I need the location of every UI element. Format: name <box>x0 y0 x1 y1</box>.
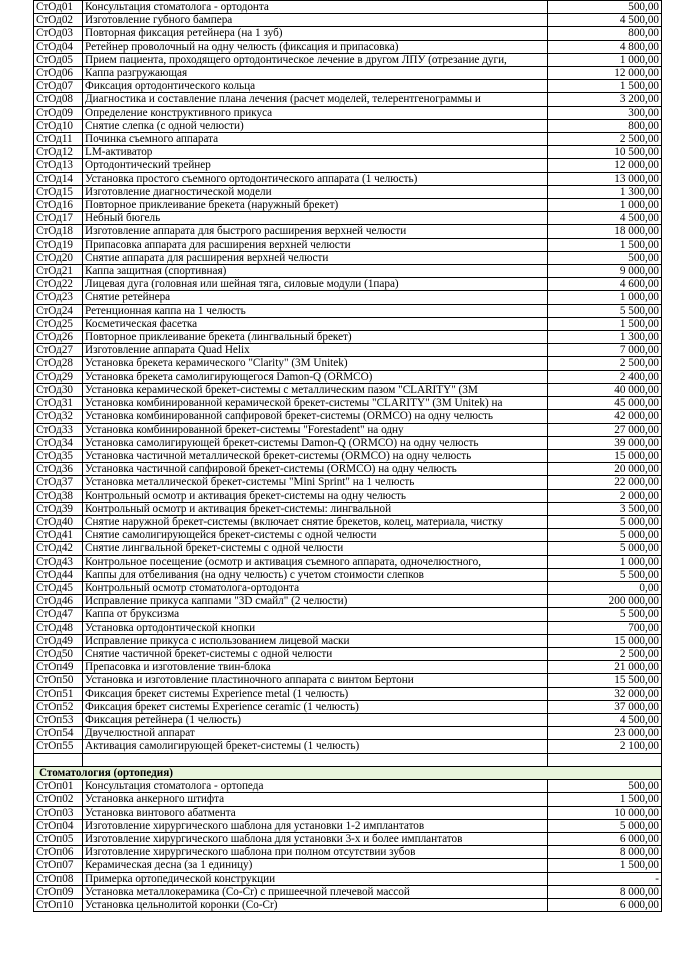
blank-cell <box>548 753 662 766</box>
table-row <box>34 185 662 198</box>
service-price: 13 000,00 <box>548 172 662 185</box>
table-row <box>34 1 662 14</box>
table-row <box>34 53 662 66</box>
service-price: 15 500,00 <box>548 674 662 687</box>
service-price: 1 000,00 <box>548 199 662 212</box>
service-code: СтОд21 <box>34 265 83 278</box>
service-name: Установка комбинированной сапфировой брекет-системы (ORMCO) на одну челюсть <box>83 410 548 423</box>
service-price: 5 500,00 <box>548 608 662 621</box>
table-row <box>34 159 662 172</box>
service-name: Определение конструктивного прикуса <box>83 106 548 119</box>
table-row <box>34 146 662 159</box>
service-price: 0,00 <box>548 581 662 594</box>
service-price: 10 500,00 <box>548 146 662 159</box>
service-name: Каппа защитная (спортивная) <box>83 265 548 278</box>
table-row <box>34 529 662 542</box>
service-name: Активация самолигирующей брекет-системы (1 челюсть) <box>83 740 548 753</box>
service-code: СтОд45 <box>34 581 83 594</box>
service-price: 500,00 <box>548 780 662 793</box>
table-row <box>34 476 662 489</box>
service-code: СтОд47 <box>34 608 83 621</box>
service-code: СтОд15 <box>34 185 83 198</box>
service-name: LM-активатор <box>83 146 548 159</box>
service-name: Контрольное посещение (осмотр и активация съемного аппарата, одночелюстного, <box>83 555 548 568</box>
service-code: СтОд13 <box>34 159 83 172</box>
service-code: СтОд41 <box>34 529 83 542</box>
service-name: Лицевая дуга (головная или шейная тяга, силовые модули (1пара) <box>83 278 548 291</box>
service-code: СтОд48 <box>34 621 83 634</box>
service-price: 8 000,00 <box>548 846 662 859</box>
service-name: Двучелюстной аппарат <box>83 727 548 740</box>
service-price: 1 000,00 <box>548 291 662 304</box>
service-price: 1 500,00 <box>548 793 662 806</box>
service-price: 5 500,00 <box>548 304 662 317</box>
service-name: Снятие лингвальной брекет-системы с одной челюсти <box>83 542 548 555</box>
service-code: СтОд19 <box>34 238 83 251</box>
table-row <box>34 740 662 753</box>
table-row <box>34 212 662 225</box>
service-name: Ретенционная каппа на 1 челюсть <box>83 304 548 317</box>
service-price: 3 200,00 <box>548 93 662 106</box>
table-row <box>34 133 662 146</box>
service-code: СтОд02 <box>34 14 83 27</box>
service-code: СтОд37 <box>34 476 83 489</box>
table-row <box>34 674 662 687</box>
table-row <box>34 608 662 621</box>
price-table-body <box>34 1 662 912</box>
service-code: СтОп01 <box>34 780 83 793</box>
service-name: Установка анкерного штифта <box>83 793 548 806</box>
table-row <box>34 278 662 291</box>
service-price: 10 000,00 <box>548 806 662 819</box>
service-code: СтОд46 <box>34 595 83 608</box>
service-price: 5 000,00 <box>548 819 662 832</box>
service-code: СтОд44 <box>34 568 83 581</box>
service-name: Диагностика и составление плана лечения (расчет моделей, телерентгенограммы и <box>83 93 548 106</box>
blank-cell <box>83 753 548 766</box>
service-code: СтОд49 <box>34 634 83 647</box>
table-row <box>34 568 662 581</box>
service-name: Установка частичной металлической брекет-системы (ORMCO) на одну челюсть <box>83 449 548 462</box>
service-name: Фиксация ретейнера (1 челюсть) <box>83 713 548 726</box>
service-price: 5 500,00 <box>548 568 662 581</box>
table-row <box>34 899 662 912</box>
service-code: СтОп08 <box>34 872 83 885</box>
service-price: - <box>548 872 662 885</box>
service-code: СтОп52 <box>34 700 83 713</box>
service-price: 6 000,00 <box>548 899 662 912</box>
service-price: 27 000,00 <box>548 423 662 436</box>
service-code: СтОд25 <box>34 317 83 330</box>
service-code: СтОд06 <box>34 67 83 80</box>
service-code: СтОп07 <box>34 859 83 872</box>
service-code: СтОд12 <box>34 146 83 159</box>
table-row <box>34 700 662 713</box>
service-code: СтОд10 <box>34 119 83 132</box>
table-row <box>34 304 662 317</box>
service-code: СтОд26 <box>34 331 83 344</box>
service-code: СтОд40 <box>34 515 83 528</box>
service-price: 12 000,00 <box>548 159 662 172</box>
service-price: 4 500,00 <box>548 212 662 225</box>
service-price: 800,00 <box>548 119 662 132</box>
service-price: 12 000,00 <box>548 67 662 80</box>
price-list-sheet <box>33 0 659 912</box>
service-name: Снятие частичной брекет-системы с одной челюсти <box>83 647 548 660</box>
service-code: СтОд30 <box>34 383 83 396</box>
table-row <box>34 872 662 885</box>
service-code: СтОп09 <box>34 885 83 898</box>
service-code: СтОд09 <box>34 106 83 119</box>
service-name: Установка простого съемного ортодонтического аппарата (1 челюсть) <box>83 172 548 185</box>
service-name: Установка комбинированной керамической брекет-системы "CLARITY" (3M Unitek) на <box>83 397 548 410</box>
service-price: 2 000,00 <box>548 489 662 502</box>
table-row <box>34 14 662 27</box>
table-row <box>34 885 662 898</box>
service-name: Установка керамической брекет-системы с металлическим пазом "CLARITY" (3M <box>83 383 548 396</box>
service-price: 1 300,00 <box>548 185 662 198</box>
service-price: 4 500,00 <box>548 713 662 726</box>
service-name: Установка винтового абатмента <box>83 806 548 819</box>
service-name: Ретейнер проволочный на одну челюсть (фиксация и припасовка) <box>83 40 548 53</box>
table-row <box>34 383 662 396</box>
table-row <box>34 542 662 555</box>
service-name: Установка брекета самолигирующегося Damon-Q (ORMCO) <box>83 370 548 383</box>
table-row <box>34 410 662 423</box>
service-name: Препасовка и изготовление твин-блока <box>83 661 548 674</box>
service-price: 32 000,00 <box>548 687 662 700</box>
service-code: СтОп55 <box>34 740 83 753</box>
service-code: СтОп10 <box>34 899 83 912</box>
service-code: СтОд42 <box>34 542 83 555</box>
service-name: Фиксация брекет системы Experience ceramic (1 челюсть) <box>83 700 548 713</box>
service-price: 1 500,00 <box>548 238 662 251</box>
service-code: СтОд05 <box>34 53 83 66</box>
service-name: Установка и изготовление пластиночного аппарата с винтом Бертони <box>83 674 548 687</box>
table-row <box>34 67 662 80</box>
service-name: Установка ортодонтической кнопки <box>83 621 548 634</box>
table-row <box>34 80 662 93</box>
service-name: Снятие наружной брекет-системы (включает снятие брекетов, колец, материала, чистку <box>83 515 548 528</box>
service-code: СтОд20 <box>34 251 83 264</box>
service-name: Повторное приклеивание брекета (лингвальный брекет) <box>83 331 548 344</box>
service-code: СтОд39 <box>34 502 83 515</box>
service-name: Изготовление хирургического шаблона при полном отсутствии зубов <box>83 846 548 859</box>
service-price: 4 800,00 <box>548 40 662 53</box>
service-code: СтОд38 <box>34 489 83 502</box>
service-price: 39 000,00 <box>548 436 662 449</box>
table-row <box>34 819 662 832</box>
service-code: СтОд43 <box>34 555 83 568</box>
service-code: СтОд11 <box>34 133 83 146</box>
table-row <box>34 581 662 594</box>
table-row <box>34 555 662 568</box>
service-name: Установка брекета керамического "Clarity" (3M Unitek) <box>83 357 548 370</box>
service-code: СтОп02 <box>34 793 83 806</box>
service-code: СтОп51 <box>34 687 83 700</box>
table-row <box>34 634 662 647</box>
table-row <box>34 238 662 251</box>
service-code: СтОп04 <box>34 819 83 832</box>
service-price: 1 500,00 <box>548 317 662 330</box>
table-row <box>34 647 662 660</box>
service-price: 800,00 <box>548 27 662 40</box>
table-row <box>34 291 662 304</box>
service-code: СтОд24 <box>34 304 83 317</box>
service-code: СтОд36 <box>34 463 83 476</box>
service-name: Исправление прикуса каппами "3D смайл" (2 челюсти) <box>83 595 548 608</box>
service-name: Повторное приклеивание брекета (наружный брекет) <box>83 199 548 212</box>
service-code: СтОд29 <box>34 370 83 383</box>
service-name: Снятие аппарата для расширения верхней челюсти <box>83 251 548 264</box>
table-row <box>34 449 662 462</box>
table-row <box>34 793 662 806</box>
table-row <box>34 172 662 185</box>
service-price: 45 000,00 <box>548 397 662 410</box>
service-code: СтОп49 <box>34 661 83 674</box>
service-name: Каппы для отбеливания (на одну челюсть) с учетом стоимости слепков <box>83 568 548 581</box>
table-row <box>34 595 662 608</box>
service-name: Контрольный осмотр стоматолога-ортодонта <box>83 581 548 594</box>
table-row <box>34 106 662 119</box>
table-row <box>34 93 662 106</box>
service-name: Прием пациента, проходящего ортодонтическое лечение в другом ЛПУ (отрезание дуги, <box>83 53 548 66</box>
table-row <box>34 265 662 278</box>
table-row <box>34 515 662 528</box>
service-name: Изготовление аппарата для быстрого расширения верхней челюсти <box>83 225 548 238</box>
service-price: 1 500,00 <box>548 859 662 872</box>
service-price: 23 000,00 <box>548 727 662 740</box>
service-name: Фиксация ортодонтического кольца <box>83 80 548 93</box>
table-row <box>34 251 662 264</box>
service-code: СтОд23 <box>34 291 83 304</box>
service-price: 300,00 <box>548 106 662 119</box>
table-row <box>34 502 662 515</box>
service-code: СтОд08 <box>34 93 83 106</box>
service-name: Ортодонтический трейнер <box>83 159 548 172</box>
table-row <box>34 40 662 53</box>
table-row <box>34 344 662 357</box>
table-row <box>34 727 662 740</box>
section-header-row <box>34 766 662 779</box>
table-row <box>34 832 662 845</box>
table-row <box>34 225 662 238</box>
service-price: 1 000,00 <box>548 555 662 568</box>
service-name: Примерка ортопедической конструкции <box>83 872 548 885</box>
service-name: Консультация стоматолога - ортодонта <box>83 1 548 14</box>
service-price: 2 100,00 <box>548 740 662 753</box>
service-price: 500,00 <box>548 251 662 264</box>
service-code: СтОд01 <box>34 1 83 14</box>
table-row <box>34 846 662 859</box>
service-price: 8 000,00 <box>548 885 662 898</box>
service-code: СтОд33 <box>34 423 83 436</box>
service-name: Изготовление губного бампера <box>83 14 548 27</box>
service-code: СтОд22 <box>34 278 83 291</box>
service-name: Каппа от бруксизма <box>83 608 548 621</box>
service-code: СтОд32 <box>34 410 83 423</box>
service-name: Косметическая фасетка <box>83 317 548 330</box>
service-code: СтОд27 <box>34 344 83 357</box>
service-price: 4 500,00 <box>548 14 662 27</box>
service-name: Снятие слепка (с одной челюсти) <box>83 119 548 132</box>
service-name: Снятие ретейнера <box>83 291 548 304</box>
service-price: 2 500,00 <box>548 647 662 660</box>
service-price: 2 500,00 <box>548 133 662 146</box>
service-price: 6 000,00 <box>548 832 662 845</box>
service-code: СтОд07 <box>34 80 83 93</box>
service-price: 5 000,00 <box>548 529 662 542</box>
service-code: СтОд50 <box>34 647 83 660</box>
service-name: Установка металлокерамика (Co-Cr) с пришеечной плечевой массой <box>83 885 548 898</box>
service-code: СтОд31 <box>34 397 83 410</box>
service-price: 15 000,00 <box>548 449 662 462</box>
table-row <box>34 119 662 132</box>
service-price: 3 500,00 <box>548 502 662 515</box>
table-row <box>34 317 662 330</box>
service-name: Контрольный осмотр и активация брекет-системы: лингвальной <box>83 502 548 515</box>
service-price: 1 500,00 <box>548 80 662 93</box>
service-code: СтОп50 <box>34 674 83 687</box>
service-price: 37 000,00 <box>548 700 662 713</box>
service-name: Установка частичной сапфировой брекет-системы (ORMCO) на одну челюсть <box>83 463 548 476</box>
service-name: Каппа разгружающая <box>83 67 548 80</box>
service-price: 700,00 <box>548 621 662 634</box>
service-code: СтОд14 <box>34 172 83 185</box>
service-name: Припасовка аппарата для расширения верхней челюсти <box>83 238 548 251</box>
service-price: 5 000,00 <box>548 515 662 528</box>
service-name: Починка съемного аппарата <box>83 133 548 146</box>
table-row <box>34 806 662 819</box>
service-name: Установка самолигирующей брекет-системы Damon-Q (ORMCO) на одну челюсть <box>83 436 548 449</box>
service-name: Изготовление хирургического шаблона для установки 1-2 имплантатов <box>83 819 548 832</box>
service-price: 7 000,00 <box>548 344 662 357</box>
service-name: Изготовление диагностической модели <box>83 185 548 198</box>
section-title: Стоматология (ортопедия) <box>34 766 662 779</box>
service-code: СтОд18 <box>34 225 83 238</box>
table-row <box>34 27 662 40</box>
service-price: 5 000,00 <box>548 542 662 555</box>
service-price: 42 000,00 <box>548 410 662 423</box>
service-code: СтОд04 <box>34 40 83 53</box>
table-row <box>34 489 662 502</box>
service-code: СтОд35 <box>34 449 83 462</box>
service-code: СтОд28 <box>34 357 83 370</box>
service-name: Повторная фиксация ретейнера (на 1 зуб) <box>83 27 548 40</box>
service-code: СтОп03 <box>34 806 83 819</box>
service-code: СтОп53 <box>34 713 83 726</box>
service-name: Изготовление аппарата Quad Helix <box>83 344 548 357</box>
service-code: СтОп05 <box>34 832 83 845</box>
service-price: 2 400,00 <box>548 370 662 383</box>
service-code: СтОп54 <box>34 727 83 740</box>
table-row <box>34 661 662 674</box>
service-name: Установка комбинированной брекет-системы "Forestadent" на одну <box>83 423 548 436</box>
service-price: 500,00 <box>548 1 662 14</box>
table-row <box>34 331 662 344</box>
service-price: 18 000,00 <box>548 225 662 238</box>
price-table <box>33 0 662 912</box>
service-name: Исправление прикуса с использованием лицевой маски <box>83 634 548 647</box>
service-price: 200 000,00 <box>548 595 662 608</box>
service-price: 2 500,00 <box>548 357 662 370</box>
service-name: Небный бюгель <box>83 212 548 225</box>
service-code: СтОд34 <box>34 436 83 449</box>
table-row <box>34 687 662 700</box>
table-row <box>34 780 662 793</box>
service-name: Контрольный осмотр и активация брекет-системы на одну челюсть <box>83 489 548 502</box>
service-code: СтОд03 <box>34 27 83 40</box>
table-row <box>34 199 662 212</box>
service-price: 20 000,00 <box>548 463 662 476</box>
table-row <box>34 370 662 383</box>
service-price: 4 600,00 <box>548 278 662 291</box>
table-row <box>34 423 662 436</box>
service-code: СтОд16 <box>34 199 83 212</box>
table-row <box>34 859 662 872</box>
service-name: Изготовление хирургического шаблона для установки 3-х и более имплантатов <box>83 832 548 845</box>
table-row <box>34 357 662 370</box>
service-price: 22 000,00 <box>548 476 662 489</box>
service-price: 15 000,00 <box>548 634 662 647</box>
service-price: 9 000,00 <box>548 265 662 278</box>
service-name: Керамическая десна (за 1 единицу) <box>83 859 548 872</box>
service-price: 1 000,00 <box>548 53 662 66</box>
service-name: Установка цельнолитой коронки (Co-Cr) <box>83 899 548 912</box>
table-row <box>34 621 662 634</box>
service-name: Фиксация брекет системы Experience metal (1 челюсть) <box>83 687 548 700</box>
service-name: Снятие самолигирующейся брекет-системы с одной челюсти <box>83 529 548 542</box>
table-row <box>34 436 662 449</box>
blank-cell <box>34 753 83 766</box>
blank-row <box>34 753 662 766</box>
service-name: Консультация стоматолога - ортопеда <box>83 780 548 793</box>
service-code: СтОд17 <box>34 212 83 225</box>
service-price: 1 300,00 <box>548 331 662 344</box>
service-code: СтОп06 <box>34 846 83 859</box>
table-row <box>34 463 662 476</box>
service-price: 21 000,00 <box>548 661 662 674</box>
service-name: Установка металлической брекет-системы "Mini Sprint" на 1 челюсть <box>83 476 548 489</box>
service-price: 40 000,00 <box>548 383 662 396</box>
table-row <box>34 713 662 726</box>
table-row <box>34 397 662 410</box>
